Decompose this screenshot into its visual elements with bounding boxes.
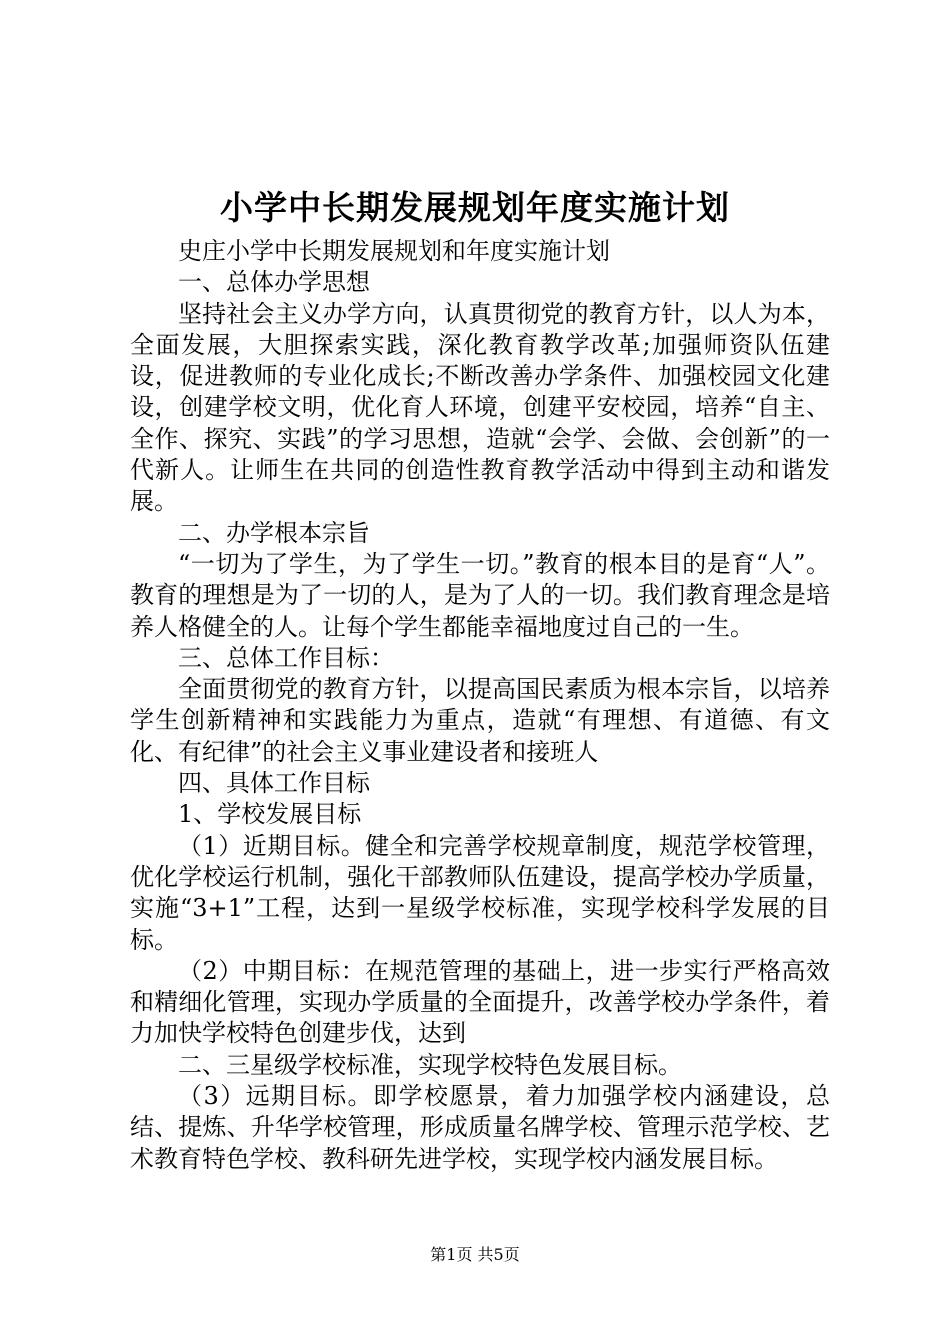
section-heading-4: 四、具体工作目标 [178,769,370,798]
paragraph: （1）近期目标。健全和完善学校规章制度，规范学校管理，优化学校运行机制，强化干部教师队伍建设，提高学校办学质量，实施“3+1”工程，达到一星级学校标准，实现学校科学发展的目标。 [130,831,830,954]
document-title: 小学中长期发展规划年度实施计划 [220,188,730,227]
document-body [130,236,830,1175]
section-heading-3: 三、总体工作目标： [178,643,394,672]
paragraph-subtitle: 史庄小学中长期发展规划和年度实施计划 [178,237,610,265]
paragraph: 二、三星级学校标准，实现学校特色发展目标。 [178,1050,682,1079]
section-heading-2: 二、办学根本宗旨 [178,518,370,547]
paragraph: （3）远期目标。即学校愿景，着力加强学校内涵建设，总结、提炼、升华学校管理，形成质量名牌学校、管理示范学校、艺术教育特色学校、教科研先进学校，实现学校内涵发展目标。 [130,1082,830,1173]
page-footer: 第1页 共5页 [430,1245,520,1264]
paragraph: 全面贯彻党的教育方针，以提高国民素质为根本宗旨，以培养学生创新精神和实践能力为重点，造就“有理想、有道德、有文化、有纪律”的社会主义事业建设者和接班人 [130,675,830,766]
paragraph: （2）中期目标：在规范管理的基础上，进一步实行严格高效和精细化管理，实现办学质量的全面提升，改善学校办学条件，着力加快学校特色创建步伐，达到 [130,956,830,1048]
paragraph: “一切为了学生，为了学生一切。”教育的根本目的是育“人”。教育的理想是为了一切的人，是为了人的一切。我们教育理念是培养人格健全的人。让每个学生都能幸福地度过自己的一生。 [130,549,830,641]
subsection-heading: 1、学校发展目标 [178,800,362,829]
section-heading-1: 一、总体办学思想 [178,268,370,297]
paragraph: 坚持社会主义办学方向，认真贯彻党的教育方针，以人为本，全面发展，大胆探索实践，深化教育教学改革;加强师资队伍建设，促进教师的专业化成长;不断改善办学条件、加强校园文化建设，创建学校文明，优化育人环境，创建平安校园，培养“自主、全作、探究、实践”的学习思想，造就“会学、会做、会创新”的一代新人。让师生在共同的创造性教育教学活动中得到主动和谐发展。 [130,299,830,516]
